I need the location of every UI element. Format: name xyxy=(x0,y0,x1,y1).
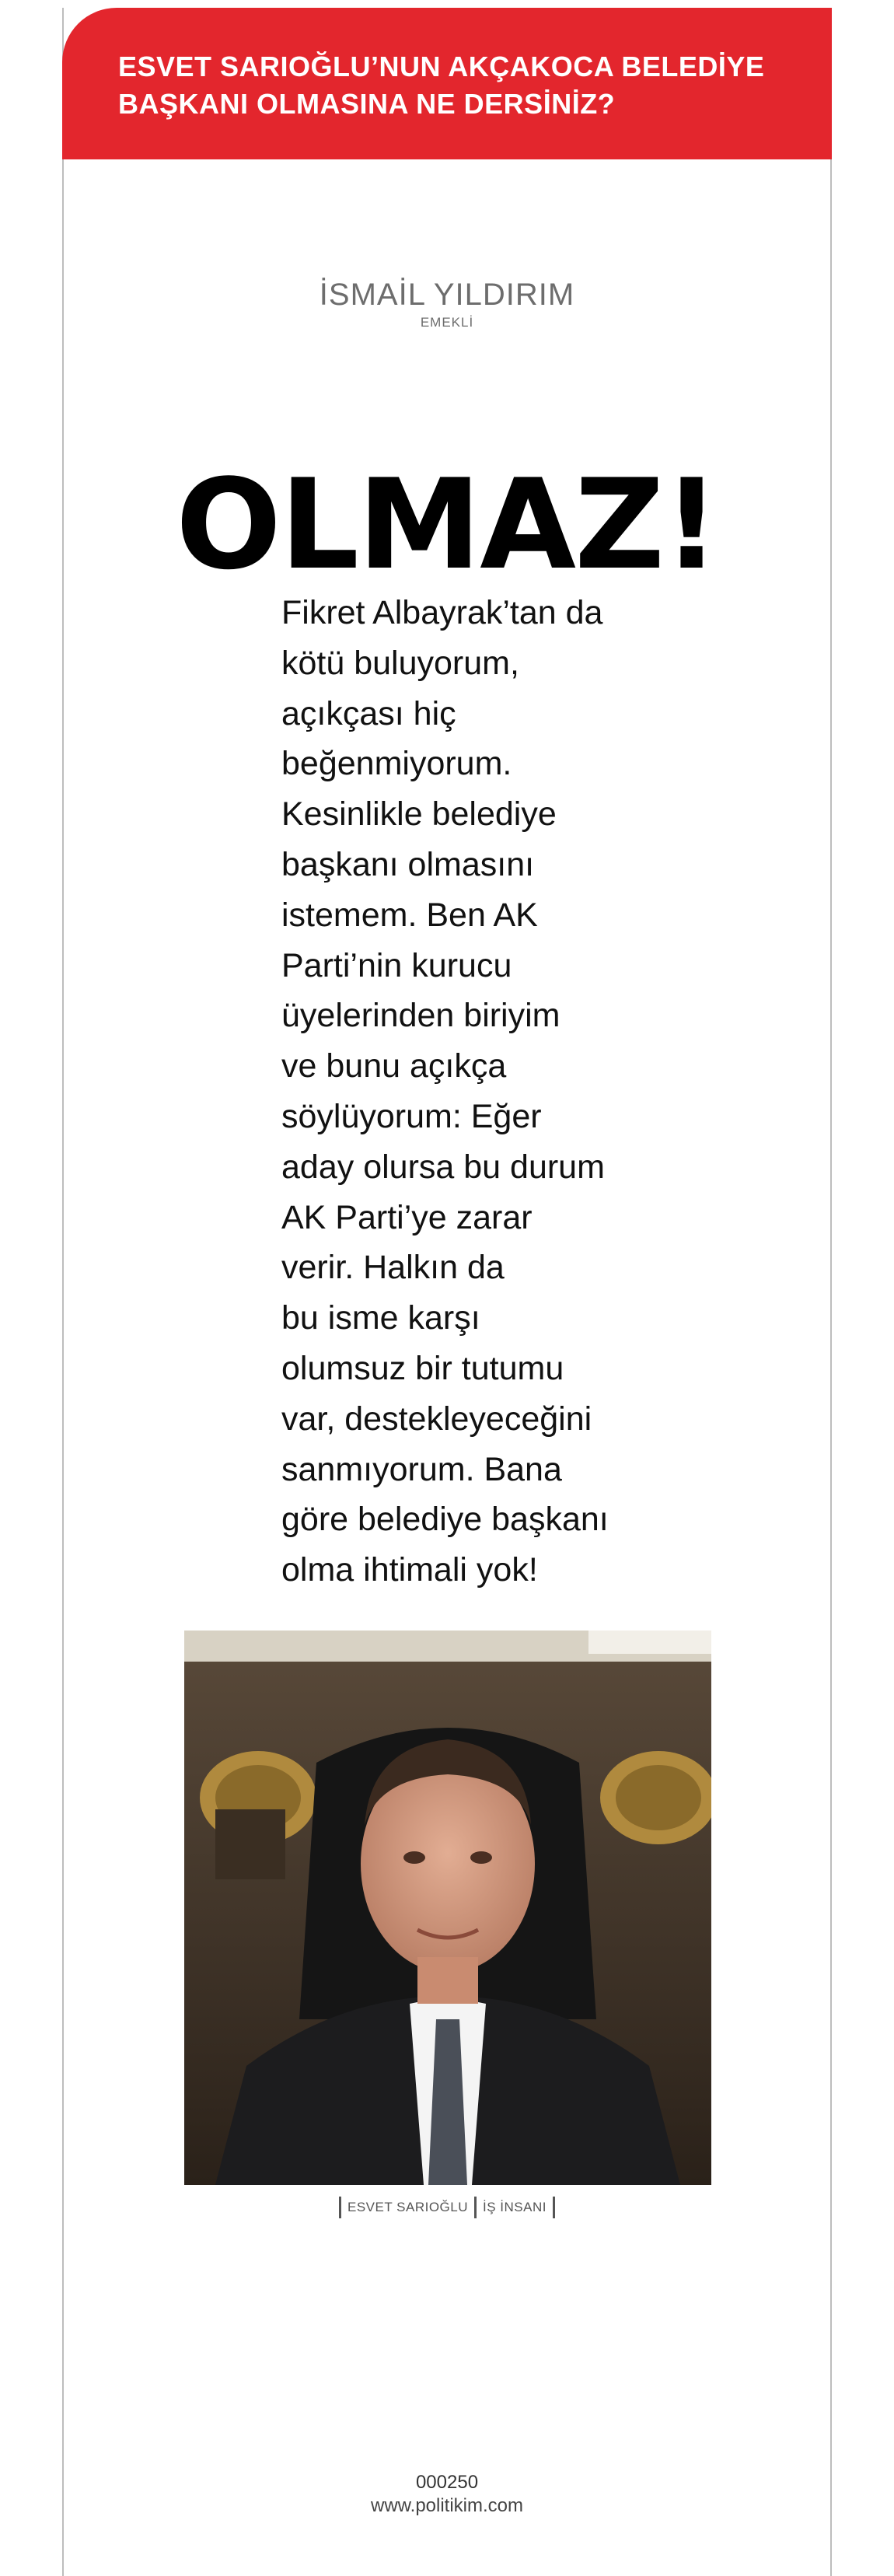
quote-line: açıkçası hiç xyxy=(281,694,456,732)
caption-title: İŞ İNSANI xyxy=(483,2200,547,2214)
quote-line: aday olursa bu durum xyxy=(281,1148,605,1186)
question-line-2: BAŞKANI OLMASINA NE DERSİNİZ? xyxy=(118,88,616,120)
caption-divider xyxy=(339,2197,341,2218)
author-name: İSMAİL YILDIRIM xyxy=(319,278,575,312)
question-line-1: ESVET SARIOĞLU’NUN AKÇAKOCA BELEDİYE xyxy=(118,51,765,82)
quote-line: AK Parti’ye zarar xyxy=(281,1198,533,1236)
caption-name: ESVET SARIOĞLU xyxy=(347,2200,469,2214)
page-number: 000250 xyxy=(415,2472,479,2493)
quote-line: sanmıyorum. Bana xyxy=(281,1450,562,1488)
quote-line: söylüyorum: Eğer xyxy=(281,1097,542,1135)
caption-divider xyxy=(474,2197,477,2218)
quote-line: bu isme karşı xyxy=(281,1299,480,1337)
quote-line: var, destekleyeceğini xyxy=(281,1400,592,1438)
quote-text xyxy=(281,588,608,1596)
quote-line: olma ihtimali yok! xyxy=(281,1551,538,1589)
author-role: EMEKLİ xyxy=(420,315,474,330)
quote-line: başkanı olmasını xyxy=(281,845,535,883)
portrait-photo xyxy=(184,1631,711,2185)
headline: OLMAZ! xyxy=(176,452,718,597)
question-banner xyxy=(62,8,832,159)
author-block xyxy=(0,276,894,330)
quote-line: ve bunu açıkça xyxy=(281,1047,507,1085)
site-url: www.politikim.com xyxy=(370,2495,524,2516)
quote-line: Parti’nin kurucu xyxy=(281,946,512,984)
quote-line: istemem. Ben AK xyxy=(281,896,538,934)
caption-divider xyxy=(553,2197,555,2218)
quote-line: Fikret Albayrak’tan da xyxy=(281,594,603,631)
quote-line: verir. Halkın da xyxy=(281,1249,505,1287)
quote-line: göre belediye başkanı xyxy=(281,1501,609,1539)
quote-line: kötü buluyorum, xyxy=(281,644,519,682)
footer xyxy=(0,2471,894,2518)
quote-line: beğenmiyorum. xyxy=(281,745,512,783)
quote-line: olumsuz bir tutumu xyxy=(281,1349,564,1387)
quote-line: Kesinlikle belediye xyxy=(281,795,557,834)
photo-caption xyxy=(0,2197,894,2218)
quote-line: üyelerinden biriyim xyxy=(281,997,560,1035)
